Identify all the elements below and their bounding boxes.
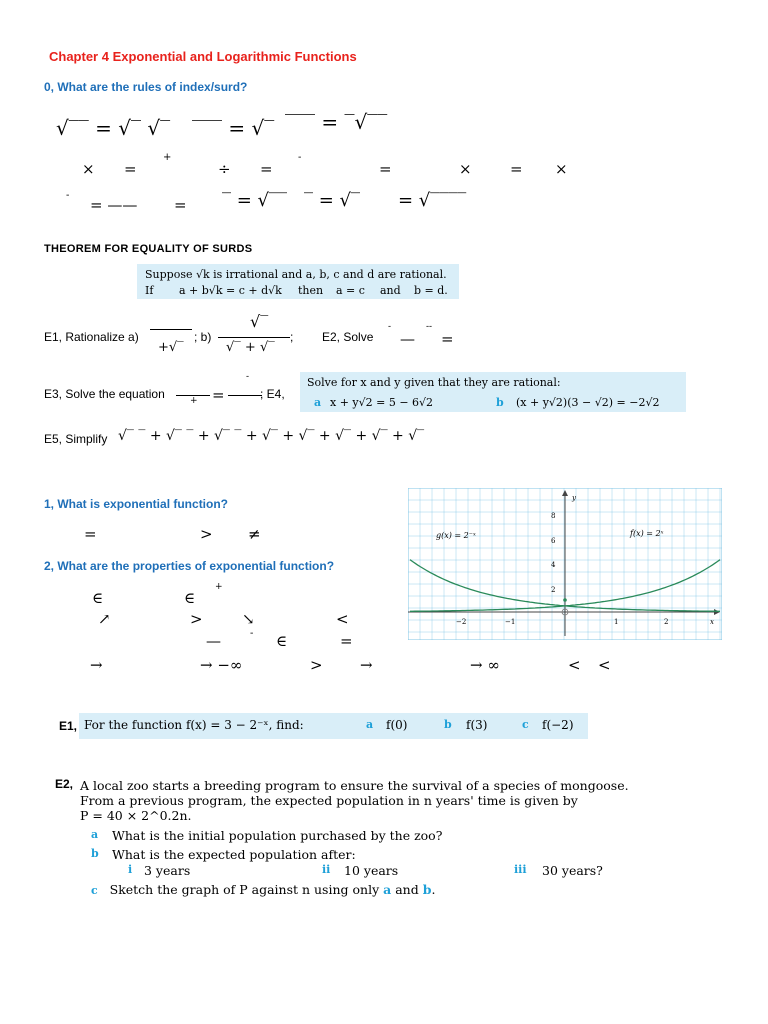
rule-sym: ‾ = √‾‾ <box>222 190 287 211</box>
y-tick: 8 <box>551 512 556 520</box>
e3-equals: = <box>212 386 225 404</box>
example-2-label: E2, <box>55 777 74 791</box>
theorem-equation: a + b√k = c + d√k <box>179 284 282 297</box>
q2-sym: ∈ <box>276 632 288 650</box>
rule-sym: × <box>555 160 568 178</box>
x-tick: 2 <box>664 618 669 626</box>
e1-end: ; <box>290 330 294 344</box>
example-1-b-letter: b <box>444 718 452 731</box>
q2-sym: > <box>190 610 203 628</box>
theorem-title: THEOREM FOR EQUALITY OF SURDS <box>44 243 253 255</box>
q2-sym: → <box>360 656 373 674</box>
e5-label: E5, Simplify <box>44 432 108 446</box>
example-2-a: What is the initial population purchased by the zoo? <box>112 828 443 843</box>
rule-sym: = —— <box>90 196 138 214</box>
e2-solve-label: E2, Solve <box>322 330 374 344</box>
question-2: 2, What are the properties of exponential function? <box>44 559 335 573</box>
example-2-iii: 30 years? <box>542 863 603 878</box>
rule-sym: × <box>459 160 472 178</box>
example-2-a-letter: a <box>91 828 99 841</box>
rule-sym: = √‾‾‾‾ <box>398 190 467 211</box>
question-0: 0, What are the rules of index/surd? <box>44 80 248 94</box>
example-2-b-letter: b <box>91 847 99 860</box>
e5-expression: √‾ ‾ + √‾ ‾ + √‾ ‾ + √‾ + √‾ + √‾ + √‾ + √‾ <box>118 428 425 444</box>
q1-sym: ≠ <box>248 525 261 543</box>
y-tick: 6 <box>551 537 556 545</box>
rule-sym: × <box>82 160 95 178</box>
intercept-point <box>563 598 567 602</box>
example-2-c-and: and <box>395 882 419 897</box>
example-1-text: For the function f(x) = 3 − 2⁻ˣ, find: <box>84 718 304 732</box>
example-2-c-b: b <box>422 882 432 897</box>
example-2-line-2: From a previous program, the expected population in n years' time is given by <box>80 793 578 808</box>
q2-sym: < <box>336 610 349 628</box>
q1-sym: = <box>84 525 97 543</box>
g-label: g(x) = 2⁻ˣ <box>436 531 476 540</box>
rule-1: √‾‾ = √‾ √‾ <box>56 116 171 140</box>
q2-sym: + <box>215 582 223 592</box>
e4-a-letter: a <box>314 396 322 409</box>
e4-a: x + y√2 = 5 − 6√2 <box>330 396 434 409</box>
theorem-a-eq-c: a = c <box>336 284 365 297</box>
example-1-c-letter: c <box>522 718 529 731</box>
example-2-ii-letter: ii <box>322 863 331 876</box>
q2-sym: ∈ <box>92 589 104 607</box>
example-2-i: 3 years <box>144 863 191 878</box>
example-2-c-end: . <box>431 882 436 897</box>
q2-sym: → −∞ <box>200 656 243 674</box>
q2-sym: > <box>310 656 323 674</box>
e4-b-letter: b <box>496 396 504 409</box>
example-2-line-1: A local zoo starts a breeding program to ensure the survival of a species of mongoose. <box>80 778 629 793</box>
exponential-graph <box>408 488 722 640</box>
e4-b: (x + y√2)(3 − √2) = −2√2 <box>516 396 660 409</box>
e4-label: ; E4, <box>260 387 285 401</box>
example-2-c-a: a <box>383 882 392 897</box>
q2-sym: → ∞ <box>470 656 500 674</box>
page-title: Chapter 4 Exponential and Logarithmic Functions <box>49 49 357 64</box>
example-2-c-text: Sketch the graph of P against n using only <box>109 882 380 897</box>
y-axis-label: y <box>572 494 576 502</box>
rule-sym: = <box>379 160 392 178</box>
rule-sym: = <box>124 160 137 178</box>
rule-sym: - <box>66 190 70 201</box>
rule-sym: + <box>163 152 172 163</box>
example-1-c: f(−2) <box>542 718 574 732</box>
q2-sym: → <box>90 656 103 674</box>
example-1-b: f(3) <box>466 718 488 732</box>
e1-rationalize-label: E1, Rationalize a) <box>44 330 139 344</box>
x-tick: 1 <box>614 618 619 626</box>
y-tick: 4 <box>551 561 556 569</box>
theorem-and: and <box>380 284 401 297</box>
q2-sym: ∈ <box>184 589 196 607</box>
example-1-a-letter: a <box>366 718 374 731</box>
rule-sym: - <box>298 152 302 163</box>
rule-sym: = <box>260 160 273 178</box>
rule-2: ‾‾‾ = √‾ <box>192 116 275 140</box>
example-2-ii: 10 years <box>344 863 399 878</box>
e1-b-label: ; b) <box>194 330 212 344</box>
e3-label: E3, Solve the equation <box>44 387 165 401</box>
example-2-c-letter: c <box>91 884 98 897</box>
example-1-label: E1, <box>59 719 78 733</box>
example-2-b: What is the expected population after: <box>112 847 356 862</box>
theorem-line-1: Suppose √k is irrational and a, b, c and d are rational. <box>145 268 447 281</box>
example-2-c <box>91 882 435 897</box>
q2-sym: - <box>250 628 254 639</box>
q2-sym: < <box>568 656 581 674</box>
q1-sym: > <box>200 525 213 543</box>
q2-sym: — <box>206 632 221 650</box>
q2-sym: ↘ <box>242 610 255 628</box>
theorem-then: then <box>298 284 324 297</box>
x-tick: −2 <box>456 618 467 626</box>
rule-sym: = <box>510 160 523 178</box>
question-1: 1, What is exponential function? <box>44 497 229 511</box>
q2-sym: ↗ <box>98 610 111 628</box>
f-label: f(x) = 2ˣ <box>630 529 664 538</box>
example-2-i-letter: i <box>128 863 133 876</box>
theorem-if: If <box>145 284 154 297</box>
example-2-line-3: P = 40 × 2^0.2n. <box>80 808 192 823</box>
rule-3: ‾‾‾ = ‾√‾‾ <box>285 110 388 134</box>
example-2-iii-letter: iii <box>514 863 527 876</box>
theorem-b-eq-d: b = d. <box>414 284 448 297</box>
y-tick: 2 <box>551 586 556 594</box>
q2-sym: < <box>598 656 611 674</box>
example-1-a: f(0) <box>386 718 408 732</box>
e4-box-title: Solve for x and y given that they are rational: <box>307 376 561 389</box>
rule-sym: ‾ = √‾ <box>304 190 360 211</box>
rule-sym: ÷ <box>218 160 231 178</box>
x-tick: −1 <box>505 618 516 626</box>
x-axis-label: x <box>710 618 714 626</box>
rule-sym: = <box>174 196 187 214</box>
q2-sym: = <box>340 632 353 650</box>
